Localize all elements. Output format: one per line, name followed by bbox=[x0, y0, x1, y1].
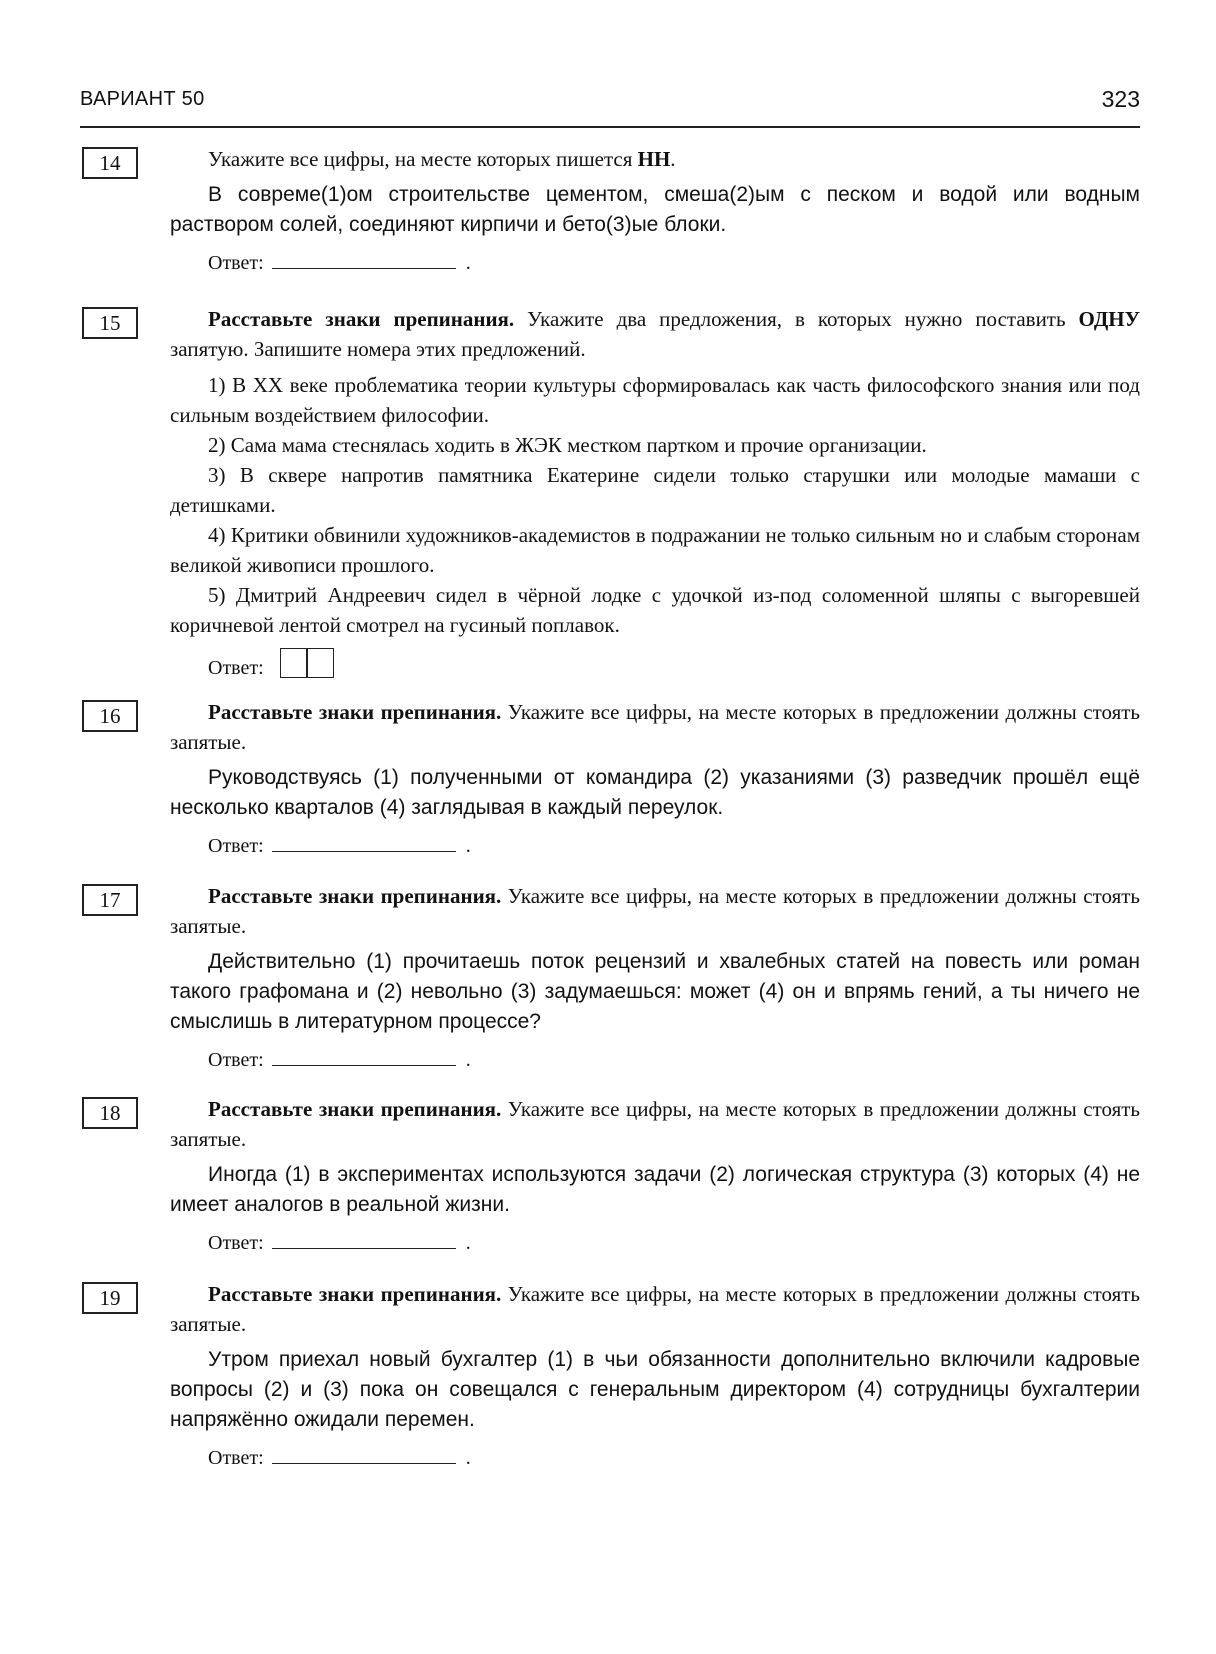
instruction-tail: запятую. Запишите номера этих предложений. bbox=[170, 337, 586, 361]
answer-row bbox=[170, 831, 1140, 861]
task-number: 14 bbox=[82, 147, 138, 179]
answer-label: Ответ: bbox=[208, 657, 264, 680]
sentence-5: 5) Дмитрий Андреевич сидел в чёрной лодке с удочкой из-под соломенной шляпы с выгоревшей коричневой лентой смотрел на гусиный поплавок. bbox=[170, 583, 1140, 637]
instruction-tail: . bbox=[670, 147, 676, 171]
task-content bbox=[170, 144, 1140, 278]
answer-cell-1[interactable] bbox=[280, 648, 308, 678]
answer-row bbox=[170, 248, 1140, 278]
answer-label: Ответ: bbox=[208, 1049, 264, 1071]
instruction-text: Укажите все цифры, на месте которых в предложении должны стоять запятые. bbox=[170, 700, 1140, 754]
instruction-text: Укажите все цифры, на месте которых в предложении должны стоять запятые. bbox=[170, 884, 1140, 938]
answer-dot: . bbox=[465, 835, 471, 857]
task-text: Иногда (1) в экспериментах используются задачи (2) логическая структура (3) которых (4) не имеет аналогов в реальной жизни. bbox=[170, 1163, 1140, 1216]
task-content bbox=[170, 1279, 1140, 1473]
sentence-4: 4) Критики обвинили художников-академистов в подражании не только сильным но и слабым сторонам великой живописи прошлого. bbox=[170, 523, 1140, 577]
answer-cells bbox=[280, 648, 333, 687]
answer-field[interactable] bbox=[272, 1230, 456, 1249]
instruction-text: Укажите два предложения, в которых нужно поставить bbox=[514, 307, 1079, 331]
answer-cell-2[interactable] bbox=[306, 648, 334, 678]
task-instruction bbox=[170, 144, 1140, 174]
answer-dot: . bbox=[465, 1232, 471, 1254]
task-text: Утром приехал новый бухгалтер (1) в чьи обязанности дополнительно включили кадровые вопросы (2) и (3) пока он совещался с генеральным директором (4) сотрудницы бухгалтерии напряжённо ожидали перемен. bbox=[170, 1348, 1140, 1431]
answer-row bbox=[170, 1045, 1140, 1075]
task-content bbox=[170, 697, 1140, 861]
answer-field[interactable] bbox=[272, 1047, 456, 1066]
task-instruction bbox=[170, 1094, 1140, 1154]
instruction-emphasis: НН bbox=[637, 147, 671, 171]
answer-dot: . bbox=[465, 1447, 471, 1469]
instruction-bold: Расставьте знаки препинания. bbox=[208, 1282, 502, 1306]
instruction-bold: Расставьте знаки препинания. bbox=[208, 307, 515, 331]
task-number: 15 bbox=[82, 307, 138, 339]
task-instruction bbox=[170, 697, 1140, 757]
task-instruction bbox=[170, 881, 1140, 941]
answer-dot: . bbox=[465, 252, 471, 274]
task-text: В совреме(1)ом строительстве цементом, смеша(2)ым с песком и водой или водным раствором солей, соединяют кирпичи и бето(3)ые блоки. bbox=[170, 183, 1140, 236]
task-content bbox=[170, 881, 1140, 1075]
task-instruction bbox=[170, 304, 1140, 364]
instruction-text: Укажите все цифры, на месте которых пишется bbox=[208, 147, 638, 171]
answer-row bbox=[170, 650, 1140, 689]
answer-dot: . bbox=[465, 1049, 471, 1071]
instruction-bold: Расставьте знаки препинания. bbox=[208, 1097, 502, 1121]
task-number: 17 bbox=[82, 884, 138, 916]
task-number: 16 bbox=[82, 700, 138, 732]
task-content bbox=[170, 1094, 1140, 1258]
instruction-emphasis: ОДНУ bbox=[1078, 307, 1141, 331]
page-header bbox=[80, 86, 1140, 128]
instruction-text: Укажите все цифры, на месте которых в предложении должны стоять запятые. bbox=[170, 1282, 1140, 1336]
answer-label: Ответ: bbox=[208, 1447, 264, 1469]
task-instruction bbox=[170, 1279, 1140, 1339]
answer-field[interactable] bbox=[272, 250, 456, 269]
task-number: 18 bbox=[82, 1097, 138, 1129]
page-number: 323 bbox=[1101, 86, 1140, 112]
instruction-bold: Расставьте знаки препинания. bbox=[208, 884, 502, 908]
answer-row bbox=[170, 1443, 1140, 1473]
sentence-3: 3) В сквере напротив памятника Екатерине сидели только старушки или молодые мамаши с детишками. bbox=[170, 463, 1140, 517]
variant-title: ВАРИАНТ 50 bbox=[80, 88, 205, 110]
task-content bbox=[170, 304, 1140, 689]
answer-row bbox=[170, 1228, 1140, 1258]
answer-label: Ответ: bbox=[208, 835, 264, 857]
answer-field[interactable] bbox=[272, 1445, 456, 1464]
answer-label: Ответ: bbox=[208, 252, 264, 274]
sentence-2: 2) Сама мама стеснялась ходить в ЖЭК местком партком и прочие организации. bbox=[208, 433, 927, 457]
task-number: 19 bbox=[82, 1282, 138, 1314]
answer-label: Ответ: bbox=[208, 1232, 264, 1254]
task-text: Действительно (1) прочитаешь поток рецензий и хвалебных статей на повесть или роман такого графомана и (2) невольно (3) задумаешься: может (4) он и впрямь гений, а ты ничего не смыслишь в литературном процессе? bbox=[170, 950, 1140, 1033]
instruction-bold: Расставьте знаки препинания. bbox=[208, 700, 502, 724]
sentence-1: 1) В XX веке проблематика теории культуры сформировалась как часть философского знания или под сильным воздействием философии. bbox=[170, 373, 1140, 427]
task-text: Руководствуясь (1) полученными от командира (2) указаниями (3) разведчик прошёл ещё несколько кварталов (4) заглядывая в каждый переулок. bbox=[170, 766, 1140, 819]
instruction-text: Укажите все цифры, на месте которых в предложении должны стоять запятые. bbox=[170, 1097, 1140, 1151]
answer-field[interactable] bbox=[272, 833, 456, 852]
